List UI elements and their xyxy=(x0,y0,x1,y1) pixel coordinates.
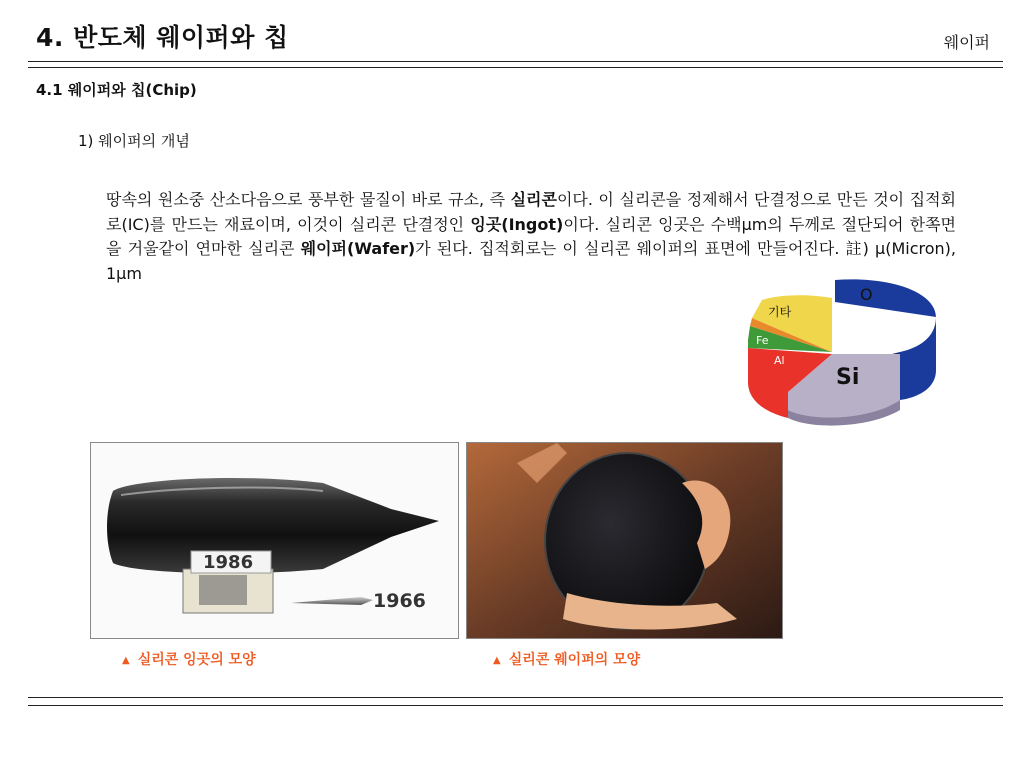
ingot-photo xyxy=(90,442,459,639)
ingot-caption xyxy=(122,649,256,669)
list-item-heading: 1) 웨이퍼의 개념 xyxy=(78,132,190,150)
term-ingot: 잉곳(Ingot) xyxy=(470,214,564,234)
paragraph-text: 이다. 이 실리콘을 정제해서 단결정으로 만든 것이 집적회로(IC)를 만드는 재료이며, 이것이 실리콘 단결정인 xyxy=(106,190,956,234)
element-abundance-pie xyxy=(740,272,940,432)
page-title: 4. 반도체 웨이퍼와 칩 xyxy=(36,23,289,52)
wafer-illustration xyxy=(467,443,782,638)
pie-label-al: Al xyxy=(774,354,785,367)
subheading: 4.1 웨이퍼와 칩(Chip) xyxy=(36,81,197,99)
wafer-photo xyxy=(466,442,783,639)
wafer-caption-text: 실리콘 웨이퍼의 모양 xyxy=(508,652,641,668)
pie-label-fe: Fe xyxy=(756,334,769,347)
header-rule-top xyxy=(28,61,1003,62)
triangle-bullet-icon: ▲ xyxy=(493,655,501,666)
pie-label-si: Si xyxy=(836,365,860,390)
paragraph-text: 가 된다. 집적회로는 이 실리콘 웨이퍼의 표면에 만들어진다. 註) μ(Micron), 1μm xyxy=(106,239,956,283)
section-label: 웨이퍼 xyxy=(943,33,990,52)
footer-rule-bottom xyxy=(28,705,1003,706)
paragraph-text: 땅속의 원소중 산소다음으로 풍부한 물질이 바로 규소, 즉 xyxy=(106,190,511,209)
wafer-caption xyxy=(493,649,640,669)
pie-label-etc: 기타 xyxy=(768,305,792,319)
ingot-year-bottom: 1966 xyxy=(373,590,426,612)
ingot-caption-text: 실리콘 잉곳의 모양 xyxy=(137,652,256,668)
term-wafer: 웨이퍼(Wafer) xyxy=(300,239,416,258)
term-silicon: 실리콘 xyxy=(510,190,557,209)
pie-label-o: O xyxy=(860,285,873,304)
header-rule-bottom xyxy=(28,67,1003,68)
paragraph-text: 이다. 실리콘 잉곳은 수백μm의 두께로 절단되어 한쪽면을 거울같이 연마한 실리콘 xyxy=(106,214,956,258)
triangle-bullet-icon: ▲ xyxy=(122,655,130,666)
ingot-year-top: 1986 xyxy=(203,552,254,573)
footer-rule-top xyxy=(28,697,1003,698)
ingot-illustration xyxy=(91,443,458,638)
